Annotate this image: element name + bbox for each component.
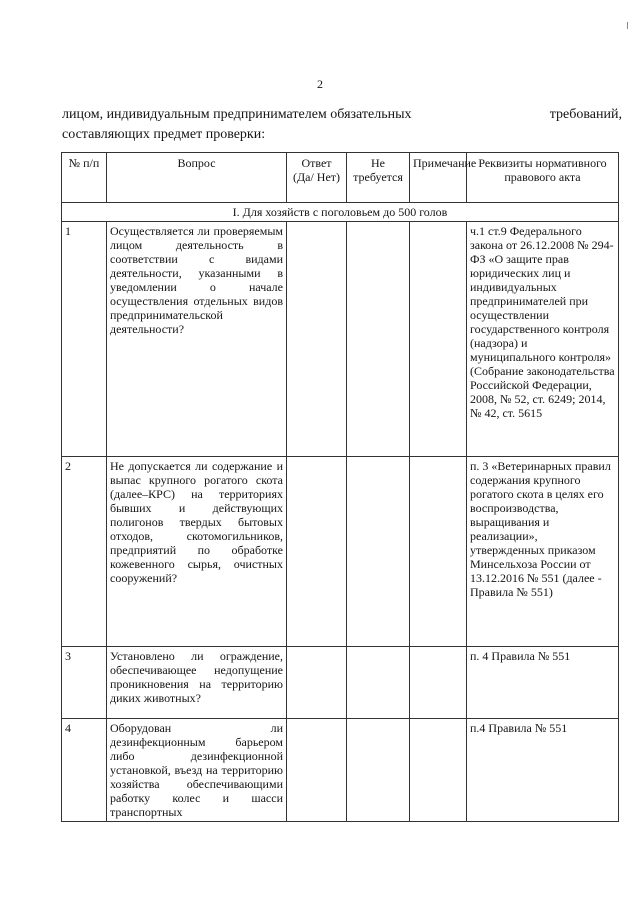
row-not-required-cell[interactable] [347, 457, 410, 647]
row-not-required-cell[interactable] [347, 719, 410, 822]
row-requisites: ч.1 ст.9 Федерального закона от 26.12.2008 № 294-ФЗ «О защите прав юридических лиц и индивидуальных предпринимателей при осуществлении государственного контроля (надзора) и муниципального контроля» (Собрание законодательства Российской Федерации, 2008, № 52, ст. 6249; 2014, № 42, ст. 5615 [467, 222, 619, 457]
section-row [62, 203, 619, 222]
row-answer-cell[interactable] [287, 719, 347, 822]
row-note-cell[interactable] [410, 719, 467, 822]
intro-paragraph [62, 105, 622, 145]
intro-line-1-right: требований, [549, 107, 622, 122]
table-row [62, 647, 619, 719]
row-not-required-cell[interactable] [347, 647, 410, 719]
row-requisites: п.4 Правила № 551 [467, 719, 619, 822]
row-note-cell[interactable] [410, 457, 467, 647]
row-answer-cell[interactable] [287, 647, 347, 719]
header-note: Примечание [410, 153, 467, 203]
row-question: Оборудован ли дезинфекционным барьером либо дезинфекционной установкой, въезд на территорию хозяйства обеспечивающими работку колес и шасси транспортных [107, 719, 287, 822]
intro-line-2: составляющих предмет проверки: [62, 127, 266, 142]
checklist-table [61, 152, 619, 822]
row-not-required-cell[interactable] [347, 222, 410, 457]
table-header-row [62, 153, 619, 203]
header-num: № п/п [62, 153, 107, 203]
table-row [62, 719, 619, 822]
row-requisites: п. 3 «Ветеринарных правил содержания крупного рогатого скота в целях его воспроизводства, выращивания и реализации», утвержденных приказом Минсельхоза России от 13.12.2016 № 551 (далее - Правила № 551) [467, 457, 619, 647]
page-number: 2 [317, 77, 323, 91]
row-answer-cell[interactable] [287, 457, 347, 647]
header-answer: Ответ (Да/ Нет) [287, 153, 347, 203]
row-num: 3 [62, 647, 107, 719]
header-requisites: Реквизиты нормативного правового акта [467, 153, 619, 203]
row-note-cell[interactable] [410, 222, 467, 457]
scan-mark [627, 22, 628, 29]
row-question: Установлено ли ограждение, обеспечивающее недопущение проникновения на территорию диких животных? [107, 647, 287, 719]
section-title: I. Для хозяйств с поголовьем до 500 голов [62, 203, 619, 222]
row-question: Осуществляется ли проверяемым лицом деятельность в соответствии с видами деятельности, указанными в уведомлении о начале осуществления отдельных видов предпринимательской деятельности? [107, 222, 287, 457]
row-num: 2 [62, 457, 107, 647]
row-requisites: п. 4 Правила № 551 [467, 647, 619, 719]
table-row [62, 457, 619, 647]
intro-line-1-left: лицом, индивидуальным предпринимателем обязательных [62, 107, 412, 122]
row-num: 1 [62, 222, 107, 457]
intro-line-1 [62, 105, 622, 125]
row-num: 4 [62, 719, 107, 822]
table-row [62, 222, 619, 457]
row-answer-cell[interactable] [287, 222, 347, 457]
row-note-cell[interactable] [410, 647, 467, 719]
row-question: Не допускается ли содержание и выпас крупного рогатого скота (далее–КРС) на территориях бывших и действующих полигонов твердых бытовых отходов, скотомогильников, предприятий по обработке кожевенного сырья, очистных сооружений? [107, 457, 287, 647]
header-not-required: Не требуется [347, 153, 410, 203]
header-question: Вопрос [107, 153, 287, 203]
